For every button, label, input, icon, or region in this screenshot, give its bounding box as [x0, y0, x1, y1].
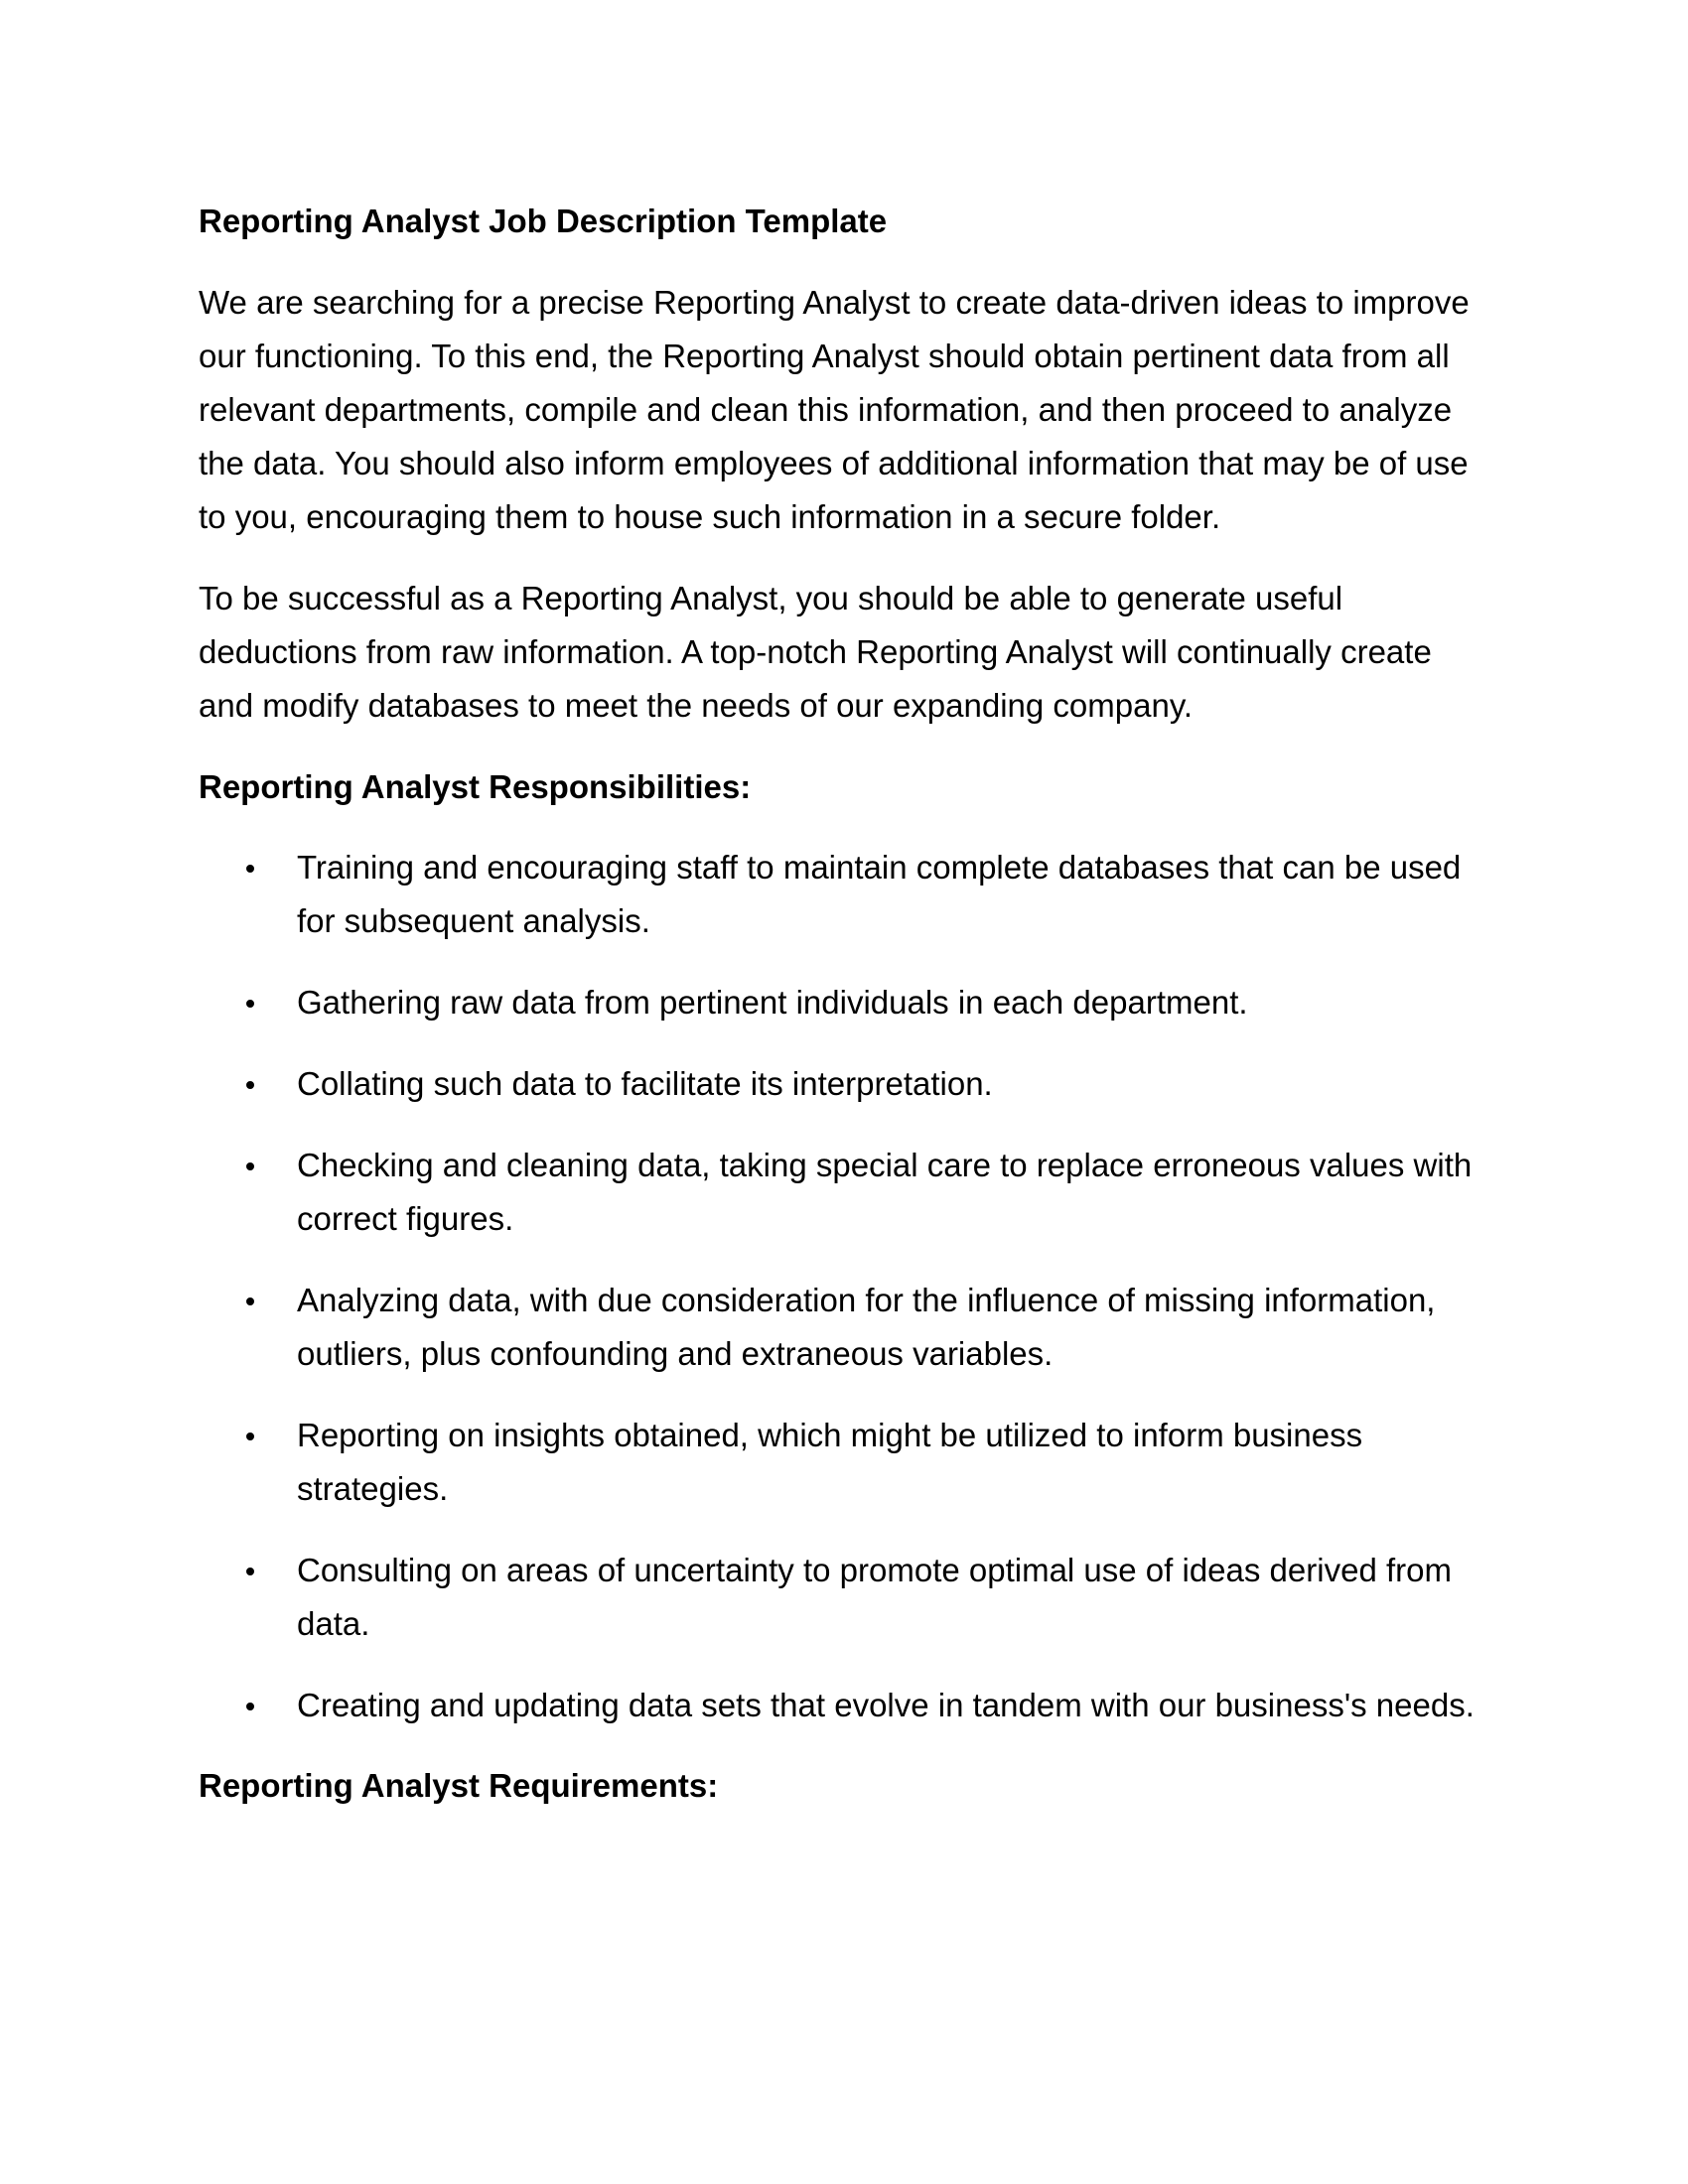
bullet-icon [246, 1081, 254, 1089]
bullet-icon [246, 1433, 254, 1440]
bullet-icon [246, 1703, 254, 1710]
list-item-text: Gathering raw data from pertinent individuals in each department. [297, 984, 1248, 1021]
list-item [199, 976, 1489, 1029]
responsibilities-list [199, 841, 1489, 1732]
requirements-heading: Reporting Analyst Requirements: [199, 1767, 719, 1804]
bullet-icon [246, 1568, 254, 1575]
bullet-icon [246, 1000, 254, 1008]
list-item-text: Creating and updating data sets that evolve in tandem with our business's needs. [297, 1687, 1475, 1723]
bullet-icon [246, 1162, 254, 1170]
list-item-text: Reporting on insights obtained, which might be utilized to inform business strategies. [297, 1417, 1363, 1507]
intro-paragraph: To be successful as a Reporting Analyst, you should be able to generate useful deductions from raw information. A top-notch Reporting Analyst will continually create and modify databases to meet the needs of our expanding company. [199, 580, 1432, 724]
bullet-icon [246, 865, 254, 873]
list-item [199, 1409, 1489, 1516]
list-item [199, 1139, 1489, 1246]
list-item [199, 841, 1489, 948]
list-item-text: Consulting on areas of uncertainty to promote optimal use of ideas derived from data. [297, 1552, 1452, 1642]
list-item [199, 1544, 1489, 1651]
list-item-text: Collating such data to facilitate its interpretation. [297, 1065, 993, 1102]
bullet-icon [246, 1297, 254, 1305]
list-item [199, 1679, 1489, 1732]
list-item-text: Checking and cleaning data, taking special care to replace erroneous values with correct figures. [297, 1147, 1473, 1237]
document-body [199, 195, 1489, 1840]
list-item [199, 1274, 1489, 1381]
list-item-text: Training and encouraging staff to maintain complete databases that can be used for subsequent analysis. [297, 849, 1462, 939]
responsibilities-heading: Reporting Analyst Responsibilities: [199, 768, 752, 805]
document-title: Reporting Analyst Job Description Template [199, 203, 888, 239]
list-item-text: Analyzing data, with due consideration for the influence of missing information, outliers, plus confounding and extraneous variables. [297, 1282, 1436, 1372]
list-item [199, 1057, 1489, 1111]
intro-paragraph: We are searching for a precise Reporting Analyst to create data-driven ideas to improve our functioning. To this end, the Reporting Analyst should obtain pertinent data from all relevant departments, compile and clean this information, and then proceed to analyze the data. You should also inform employees of additional information that may be of use to you, encouraging them to house such information in a secure folder. [199, 284, 1470, 535]
